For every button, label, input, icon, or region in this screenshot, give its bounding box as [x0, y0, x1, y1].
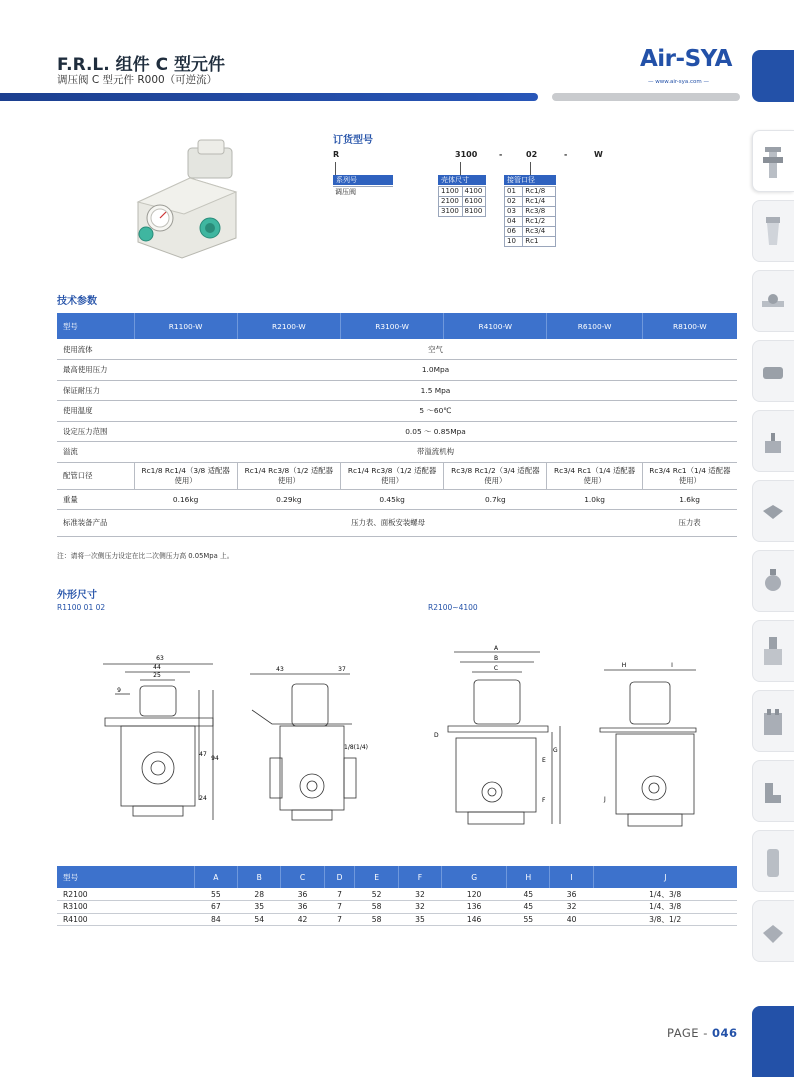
code-part-series: R — [333, 150, 340, 159]
table-row: 标准装备产品 压力表、面板安装螺母 压力表 — [57, 510, 737, 537]
side-tab-valve[interactable] — [752, 410, 794, 472]
side-tab-top — [752, 50, 794, 102]
header-bar-blue — [0, 93, 538, 101]
body-size-table: 1100 4100 2100 6100 3100 8100 — [438, 186, 486, 217]
svg-text:J: J — [604, 796, 606, 803]
code-connector-line — [530, 162, 531, 175]
code-part-dash2: - — [564, 150, 568, 159]
product-photo — [118, 140, 258, 265]
drawing-r2100-side — [596, 658, 706, 833]
svg-text:H: H — [621, 662, 627, 669]
side-tab-solenoid[interactable] — [752, 480, 794, 542]
silencer-icon — [761, 845, 785, 881]
spec-note: 注：请将一次侧压力设定在比二次侧压力高 0.05Mpa 上。 — [57, 552, 234, 560]
svg-text:A: A — [493, 645, 499, 652]
drawing-r1100-front — [95, 650, 225, 835]
svg-text:43: 43 — [276, 666, 284, 673]
port-head: 接管口径 — [504, 175, 556, 185]
svg-text:C: C — [493, 665, 499, 672]
side-tab-silencer[interactable] — [752, 830, 794, 892]
body-size-head: 壳体尺寸 — [438, 175, 486, 185]
code-connector-line — [460, 162, 461, 175]
elbow-icon — [761, 775, 785, 811]
table-row: 使用温度 5 ～60℃ — [57, 401, 737, 422]
code-part-suffix: W — [594, 150, 603, 159]
svg-text:37: 37 — [338, 666, 346, 673]
frl-unit-icon — [761, 145, 785, 181]
fitting-icon — [761, 285, 785, 321]
table-row: 设定压力范围 0.05 ～ 0.85Mpa — [57, 421, 737, 442]
table-row: 最高使用压力 1.0Mpa — [57, 360, 737, 381]
svg-text:9: 9 — [117, 687, 121, 694]
series-value: 调压阀 — [335, 188, 356, 196]
code-part-port: 02 — [526, 150, 538, 159]
connector-icon — [761, 355, 785, 391]
header-bar-gray — [552, 93, 740, 101]
svg-text:G: G — [553, 747, 558, 754]
table-row: R3100 67 35 36 7 58 32 136 45 32 1/4、3/8 — [57, 901, 737, 914]
side-tab-fitting[interactable] — [752, 270, 794, 332]
svg-text:I: I — [671, 662, 673, 669]
side-tab-regulator[interactable] — [752, 550, 794, 612]
svg-text:1/8(1/4): 1/8(1/4) — [344, 744, 368, 751]
svg-text:44: 44 — [153, 664, 161, 671]
side-tab-gripper[interactable] — [752, 900, 794, 962]
side-tab-manifold[interactable] — [752, 690, 794, 752]
side-tab-bottom — [752, 1006, 794, 1077]
manifold-icon — [761, 705, 785, 741]
page-number: PAGE - 046 — [667, 1026, 738, 1040]
drawing-r1100-side — [240, 662, 368, 837]
svg-text:94: 94 — [211, 755, 219, 762]
drawing-label-left: R1100 01 02 — [57, 603, 106, 612]
order-code-title: 订货型号 — [333, 135, 373, 146]
drawing-r2100-front — [428, 642, 568, 832]
table-row: 使用流体 空气 — [57, 339, 737, 360]
dimensions-table: 型号 A B C D E F G H I J R2100 55 28 36 7 52 32 120 45 36 1/4、3/8 R3100 67 35 36 7 58 32 136 45 32 1/4、3/8 R4100 84 54 42 7 58 35 146 55 40 3/8、1/2 — [57, 866, 737, 926]
code-part-dash1: - — [499, 150, 503, 159]
series-head: 系列号 — [333, 175, 393, 185]
table-row: 配管口径 Rc1/8 Rc1/4（3/8 适配器 使用） Rc1/4 Rc3/8（1/2 适配器 使用） Rc1/4 Rc3/8（1/2 适配器 使用） Rc3/8 Rc1/2（3/4 适配器 使用） Rc3/4 Rc1（1/4 适配器 使用） Rc3/4 Rc1（1/4 适配器 使用） — [57, 462, 737, 489]
brand-url: — www.air-sya.com — — [648, 79, 710, 85]
port-table: 01 Rc1/8 02 Rc1/4 03 Rc3/8 04 Rc1/2 06 Rc3/4 10 Rc1 — [504, 186, 556, 247]
svg-text:47: 47 — [199, 751, 207, 758]
side-tab-cylinder[interactable] — [752, 620, 794, 682]
brand-logo: Air-SYA — [640, 46, 732, 72]
table-row: R4100 84 54 42 7 58 35 146 55 40 3/8、1/2 — [57, 913, 737, 926]
page-subtitle: 调压阀 C 型元件 R000（可逆流） — [57, 74, 218, 86]
svg-text:F: F — [542, 797, 546, 804]
valve-icon — [761, 425, 785, 461]
svg-text:63: 63 — [156, 655, 164, 662]
table-row: 溢流 带溢流机构 — [57, 442, 737, 463]
drawing-label-right: R2100~4100 — [428, 603, 478, 612]
svg-text:D: D — [434, 732, 439, 739]
svg-text:B: B — [493, 655, 499, 662]
side-tab-frl[interactable] — [752, 130, 794, 192]
cylinder-icon — [761, 635, 785, 671]
side-tab-connector[interactable] — [752, 340, 794, 402]
side-tab-filter[interactable] — [752, 200, 794, 262]
svg-text:24: 24 — [199, 795, 207, 802]
spec-table: 型号 R1100-W R2100-W R3100-W R4100-W R6100-W R8100-W 使用流体 空气 最高使用压力 1.0Mpa 保证耐压力 1.5 Mpa 使用温度 5 ～60℃ 设定压力范围 0.05 ～ 0.85Mpa 溢流 带溢流机构 配管口径 Rc1/8 Rc1/4（3/8 适配器 使用） Rc1/4 Rc3/8（1/2 适配器 使用） Rc1/4 Rc3/8（1/2 适配器 使用） Rc3/8 Rc1/2（3/4 适配器 使用） Rc3/4 Rc1（1/4 适配器 使用） Rc3/4 Rc1（1/4 适配器 使用） 重量 0.16kg 0.29kg 0.45kg 0.7kg 1.0kg 1.6kg 标准装备产品 压力表、面板安装螺母 压力表 — [57, 313, 737, 537]
spec-title: 技术参数 — [57, 296, 97, 307]
filter-icon — [761, 215, 785, 251]
dimensions-title: 外形尺寸 — [57, 590, 97, 601]
side-tab-elbow[interactable] — [752, 760, 794, 822]
solenoid-icon — [761, 495, 785, 531]
gripper-icon — [761, 915, 785, 951]
table-row: 保证耐压力 1.5 Mpa — [57, 380, 737, 401]
table-row: R2100 55 28 36 7 52 32 120 45 36 1/4、3/8 — [57, 888, 737, 901]
table-row: 重量 0.16kg 0.29kg 0.45kg 0.7kg 1.0kg 1.6kg — [57, 489, 737, 510]
code-connector-line — [335, 162, 336, 175]
regulator-icon — [761, 565, 785, 601]
svg-text:25: 25 — [153, 672, 161, 679]
code-part-size: 3100 — [455, 150, 478, 159]
page-title: F.R.L. 组件 C 型元件 — [57, 55, 225, 75]
svg-text:E: E — [542, 757, 546, 764]
